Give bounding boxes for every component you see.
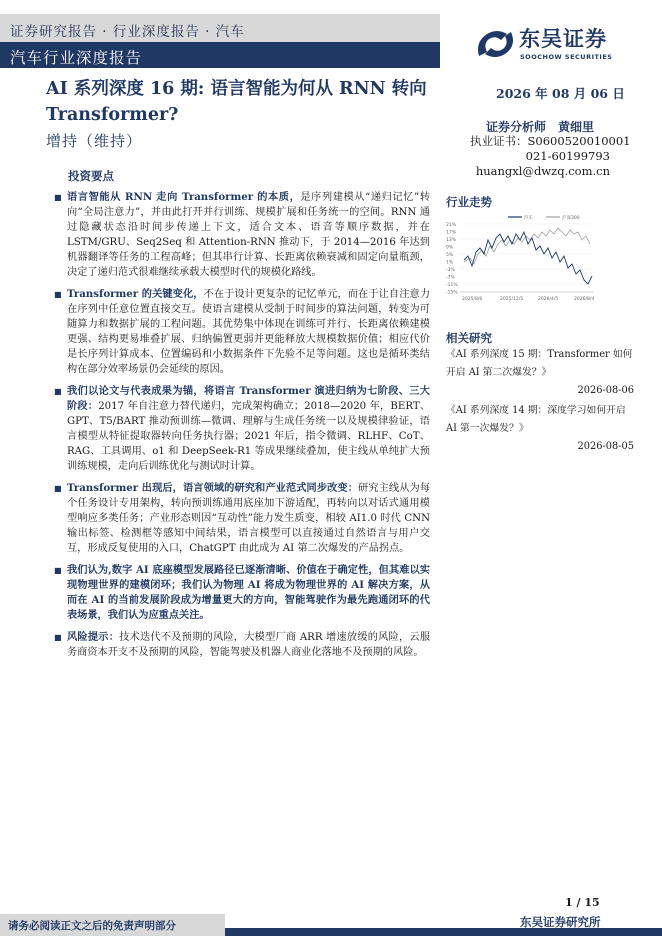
square-bullet-icon: ■ bbox=[54, 387, 62, 396]
report-date: 2026 年 08 月 06 日 bbox=[496, 86, 625, 101]
rating: 增持（维持） bbox=[46, 132, 143, 150]
key-points-title: 投资要点 bbox=[68, 169, 114, 183]
chart-legend bbox=[508, 214, 580, 221]
report-category: 证券研究报告 · 行业深度报告 · 汽车 bbox=[10, 24, 245, 40]
key-point bbox=[54, 384, 430, 474]
square-bullet-icon: ■ bbox=[54, 193, 62, 202]
legend-series-auto: 汽车 bbox=[524, 216, 533, 221]
analyst-name: 证券分析师 黄细里 bbox=[486, 120, 595, 134]
report-title: AI 系列深度 16 期: 语言智能为何从 RNN 转向 Transformer? bbox=[46, 79, 427, 125]
analyst-cert: 执业证书：S0600520010001 bbox=[470, 134, 631, 148]
industry-trend-title: 行业走势 bbox=[446, 195, 492, 209]
related-item[interactable] bbox=[446, 402, 634, 456]
key-point-lead: 语言智能从 RNN 走向 Transformer 的本质， bbox=[67, 191, 301, 203]
key-point bbox=[54, 563, 430, 623]
y-axis-labels bbox=[446, 222, 458, 296]
related-item-title[interactable]: 《AI 系列深度 14 期：深度学习如何开启 AI 第一次爆发？》 bbox=[446, 405, 626, 434]
key-point-text: 2017 年自注意力替代递归，完成架构确立；2018—2020 年，BERT、GPT、T5/BART 推动预训练—微调、理解与生成任务统一以及规模律验证，语言模型从特征提取器转向任务执行器；2021 年后，指令微调、RLHF、CoT、RAG、工具调用、o1 和 DeepSeek-R1 等成果继续叠加，使主线从单纯扩大预训练规模，走向后训练优化与测试时计算。 bbox=[67, 401, 431, 472]
key-point-text: 不在于设计更复杂的记忆单元，而在于让自注意力在序列中任意位置直接交互。使语言建模从受制于时间步的算法问题，转变为可随算力和数据扩展的工程问题。其优势集中体现在训练可并行、长距离依赖建模更强、结构更易堆叠扩展、归纳偏置更弱并更能释放大规模数据价值；相应代价是长序列计算成本、位置编码和小数据条件下先验不足等问题。这也是循环类结构在部分效率场景仍会延续的原因。 bbox=[67, 289, 431, 375]
auto-line bbox=[464, 232, 592, 284]
key-point bbox=[54, 630, 430, 660]
key-point-lead: 我们认为,数字 AI 底座模型发展路径已逐渐清晰、价值在于确定性，但其难以实现物理世界的建模闭环；我们认为物理 AI 将成为物理世界的 AI 解决方案，从而在 AI 的当前发展阶段成为增量更大的方向，智能驾驶作为最先跑通闭环的代表场景，我们认为应重点关注。 bbox=[67, 564, 430, 621]
y-tick: -3% bbox=[446, 268, 455, 273]
key-points-list bbox=[54, 190, 430, 667]
analyst-phone: 021-60199793 bbox=[525, 149, 610, 163]
industry-trend-chart bbox=[446, 210, 618, 304]
related-research-list bbox=[446, 346, 634, 458]
key-point bbox=[54, 190, 430, 280]
report-type: 汽车行业深度报告 bbox=[10, 49, 143, 67]
y-tick: -15% bbox=[446, 290, 458, 296]
logo-english-name: SOOCHOW SECURITIES bbox=[520, 53, 613, 61]
key-point-text: 是序列建模从“递归记忆”转向“全局注意力”，并由此打开并行训练、规模扩展和任务统一的空间。RNN 通过隐藏状态沿时间步传递上下文，适合文本、语音等顺序数据，并在 LSTM/GRU、Seq2Seq 和 Attention-RNN 推动下，于 2014—2016 年达到机器翻译等任务的工程高峰；但其串行计算、长距离依赖衰减和固定向量瓶颈，决定了递归范式很难继续承载大模型时代的规模化路线。 bbox=[67, 192, 431, 278]
square-bullet-icon: ■ bbox=[54, 290, 62, 299]
key-point-lead: Transformer 的关键变化， bbox=[67, 288, 204, 300]
y-tick: 21% bbox=[446, 223, 457, 228]
y-tick: 1% bbox=[446, 260, 454, 266]
key-point-lead: 我们以论文与代表成果为锚，将语言 Transformer 演进归纳为七阶段、三大阶段： bbox=[67, 385, 430, 412]
x-tick: 2025/8/6 bbox=[462, 297, 483, 302]
legend-series-hs300: 沪深300 bbox=[562, 216, 580, 221]
related-item-title[interactable]: 《AI 系列深度 15 期：Transformer 如何开启 AI 第二次爆发？》 bbox=[446, 349, 633, 378]
y-tick: -7% bbox=[446, 275, 455, 281]
key-point-lead: 风险提示： bbox=[67, 631, 120, 643]
disclaimer-note: 请务必阅读正文之后的免责声明部分 bbox=[8, 920, 176, 932]
square-bullet-icon: ■ bbox=[54, 633, 62, 642]
page-number: 1 / 15 bbox=[565, 896, 600, 909]
x-axis-labels bbox=[462, 296, 594, 302]
related-item[interactable] bbox=[446, 346, 634, 400]
hs300-line bbox=[464, 228, 590, 264]
analyst-email[interactable]: huangxl@dwzq.com.cn bbox=[475, 164, 610, 178]
y-tick: 17% bbox=[446, 230, 457, 236]
key-point bbox=[54, 481, 430, 556]
related-item-date: 2026-08-05 bbox=[577, 441, 634, 452]
analyst-info bbox=[470, 134, 631, 179]
x-tick: 2025/12/5 bbox=[500, 297, 524, 302]
square-bullet-icon: ■ bbox=[54, 566, 62, 575]
key-point-lead: Transformer 出现后，语言领域的研究和产业范式同步改变： bbox=[67, 482, 359, 494]
key-point-text: 技术迭代不及预期的风险，大模型厂商 ARR 增速放缓的风险，云服务商资本开支不及预期的风险，智能驾驶及机器人商业化落地不及预期的风险。 bbox=[67, 632, 431, 658]
x-tick: 2026/8/4 bbox=[574, 297, 595, 302]
y-tick: 9% bbox=[446, 245, 454, 251]
key-point-text: 研究主线从为每个任务设计专用架构，转向预训练通用底座加下游适配，再转向以对话式通用模型响应多类任务；产业形态则因“互动性”能力发生质变，相较 AI1.0 时代 CNN 输出标签、检测框等感知中间结果，语言模型可以直接通过自然语言与用户交互，形成反复使用的入口，ChatGPT 由此成为 AI 第二次爆发的产品拐点。 bbox=[67, 483, 431, 554]
related-item-date: 2026-08-06 bbox=[577, 385, 634, 396]
y-tick: -11% bbox=[446, 283, 458, 288]
square-bullet-icon: ■ bbox=[54, 484, 62, 493]
y-tick: 13% bbox=[446, 238, 457, 243]
footer-organization: 东吴证券研究所 bbox=[520, 915, 601, 929]
related-research-title: 相关研究 bbox=[446, 331, 492, 345]
y-tick: 5% bbox=[446, 253, 454, 258]
key-point bbox=[54, 287, 430, 377]
x-tick: 2026/4/5 bbox=[538, 297, 559, 302]
logo-name: 东吴证券 bbox=[519, 27, 607, 51]
